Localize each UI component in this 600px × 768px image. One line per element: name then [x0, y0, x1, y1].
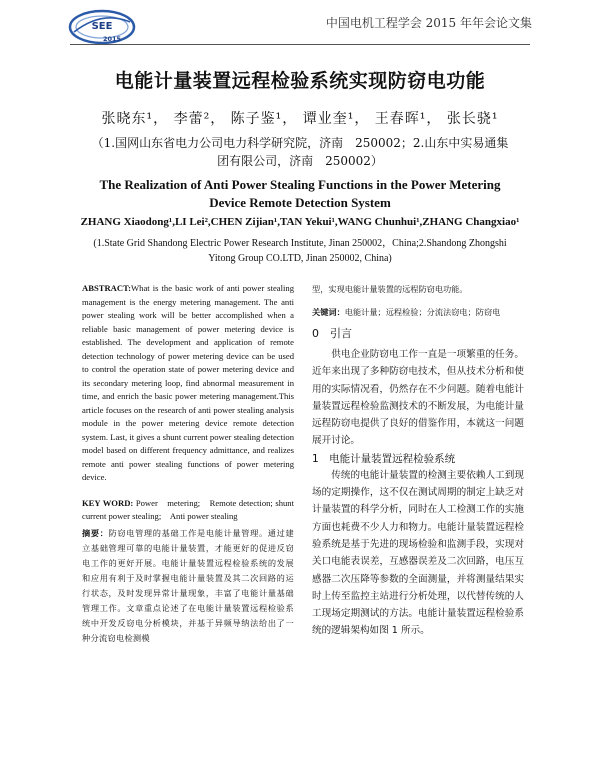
conference-logo — [68, 8, 136, 46]
section-1-heading: 1 电能计量装置远程检验系统 — [312, 452, 456, 465]
section-0-heading: 0 引言 — [312, 327, 352, 340]
keywords-en-label: KEY WORD: — [82, 497, 134, 508]
abstract-en-label: ABSTRACT: — [82, 283, 132, 293]
abstract-cn — [82, 526, 294, 646]
logo-year: 2015 — [102, 35, 122, 43]
keywords-cn-text: 电能计量；远程检验；分流法窃电；防窃电 — [344, 307, 501, 317]
abstract-en-text: What is the basic work of anti power stealing management is the energy metering management. The anti power stealing work will be better accomplished when a reliable basic management of power metering device is established. The development and application of remote detection technology of power metering device can be used to control the operation state of power metering device and its secondary metering loop, find abnormal measurement in time, and enrich the basic power metering management.This article focuses on the research of anti power stealing analysis module in the power metering device remote detection system. Last, it gives a shunt current power stealing detection model based on different frequency admittance, and realizes remote anti power stealing functions of power metering device. — [82, 283, 294, 482]
keywords-cn-label: 关键词： — [312, 307, 345, 317]
right-column — [312, 282, 524, 640]
abstract-cn-label: 摘要： — [82, 527, 109, 538]
left-column — [82, 282, 294, 646]
paper-title-cn: 电能计量装置远程检验系统实现防窃电功能 — [114, 70, 486, 92]
section-0-text: 供电企业防窃电工作一直是一项繁重的任务。近年来出现了多种防窃电技术，但从技术分析和使用的实际情况看，仍然存在不少问题。随着电能计量装置远程检验监测技术的不断发展，为电能计量远程防窃电提供了良好的借鉴作用，本就这一问题展开讨论。 — [312, 349, 524, 447]
affiliation-en: (1.State Grid Shandong Electric Power Research Institute, Jinan 250002，China;2.Shandong Zhongshi Yitong Group CO.LTD, Jinan 250002, China) — [93, 238, 507, 264]
keywords-cn — [312, 305, 524, 319]
header-rule — [70, 44, 530, 45]
paper-title-en: The Realization of Anti Power Stealing Functions in the Power Metering Device Remote Detection System — [99, 177, 501, 210]
logo-text: SEE — [91, 21, 113, 32]
keywords-en — [82, 497, 294, 524]
journal-header: 中国电机工程学会 2015 年年会论文集 — [325, 16, 532, 30]
authors-en: ZHANG Xiaodong¹,LI Lei²,CHEN Zijian¹,TAN Yekui¹,WANG Chunhui¹,ZHANG Changxiao¹ — [80, 216, 520, 228]
authors-cn: 张晓东¹， 李蕾²， 陈子鉴¹， 谭业奎¹， 王春晖¹， 张长骁¹ — [101, 111, 499, 127]
abstract-cn-continued: 型，实现电能计量装置的远程防窃电功能。 — [312, 284, 468, 294]
abstract-cn-text: 防窃电管理的基础工作是电能计量管理。通过建立基础管理可靠的电能计量装置，才能更好的促进反窃电工作的更好开展。电能计量装置远程检验系统的发展和应用有利于及时掌握电能计量装置及其二次回路的运行状态，及时发现异常计量现象，丰富了电能计量基础管理工作。文章重点论述了在电能计量装置远程检验系统中开发反窃电分析模块，并基于异频导纳法给出了一种分流窃电检测模 — [82, 527, 294, 643]
keywords-en-text: Power metering; Remote detection; shunt current power stealing; Anti power stealing — [82, 497, 294, 521]
affiliation-cn: （1.国网山东省电力公司电力科学研究院，济南 250002；2.山东中实易通集团有限公司，济南 250002） — [91, 136, 509, 168]
section-1-text: 传统的电能计量装置的检测主要依赖人工到现场的定期操作，这不仅在测试周期的制定上缺乏对计量装置的科学分析，同时在人工检测工作的实施方面也耗费不少人力和物力。电能计量装置远程检验系统是基于先进的现场检验和监测手段，实现对关口电能表误差，互感器误差及二次回路，电压互感器二次压降等参数的全面测量，并将测量结果实时上传至监控主站进行分析处理，以代替传统的人工现场定期测试的方法。电能计量装置远程检验系统的逻辑架构如图 1 所示。 — [312, 469, 524, 637]
abstract-en — [82, 282, 294, 485]
